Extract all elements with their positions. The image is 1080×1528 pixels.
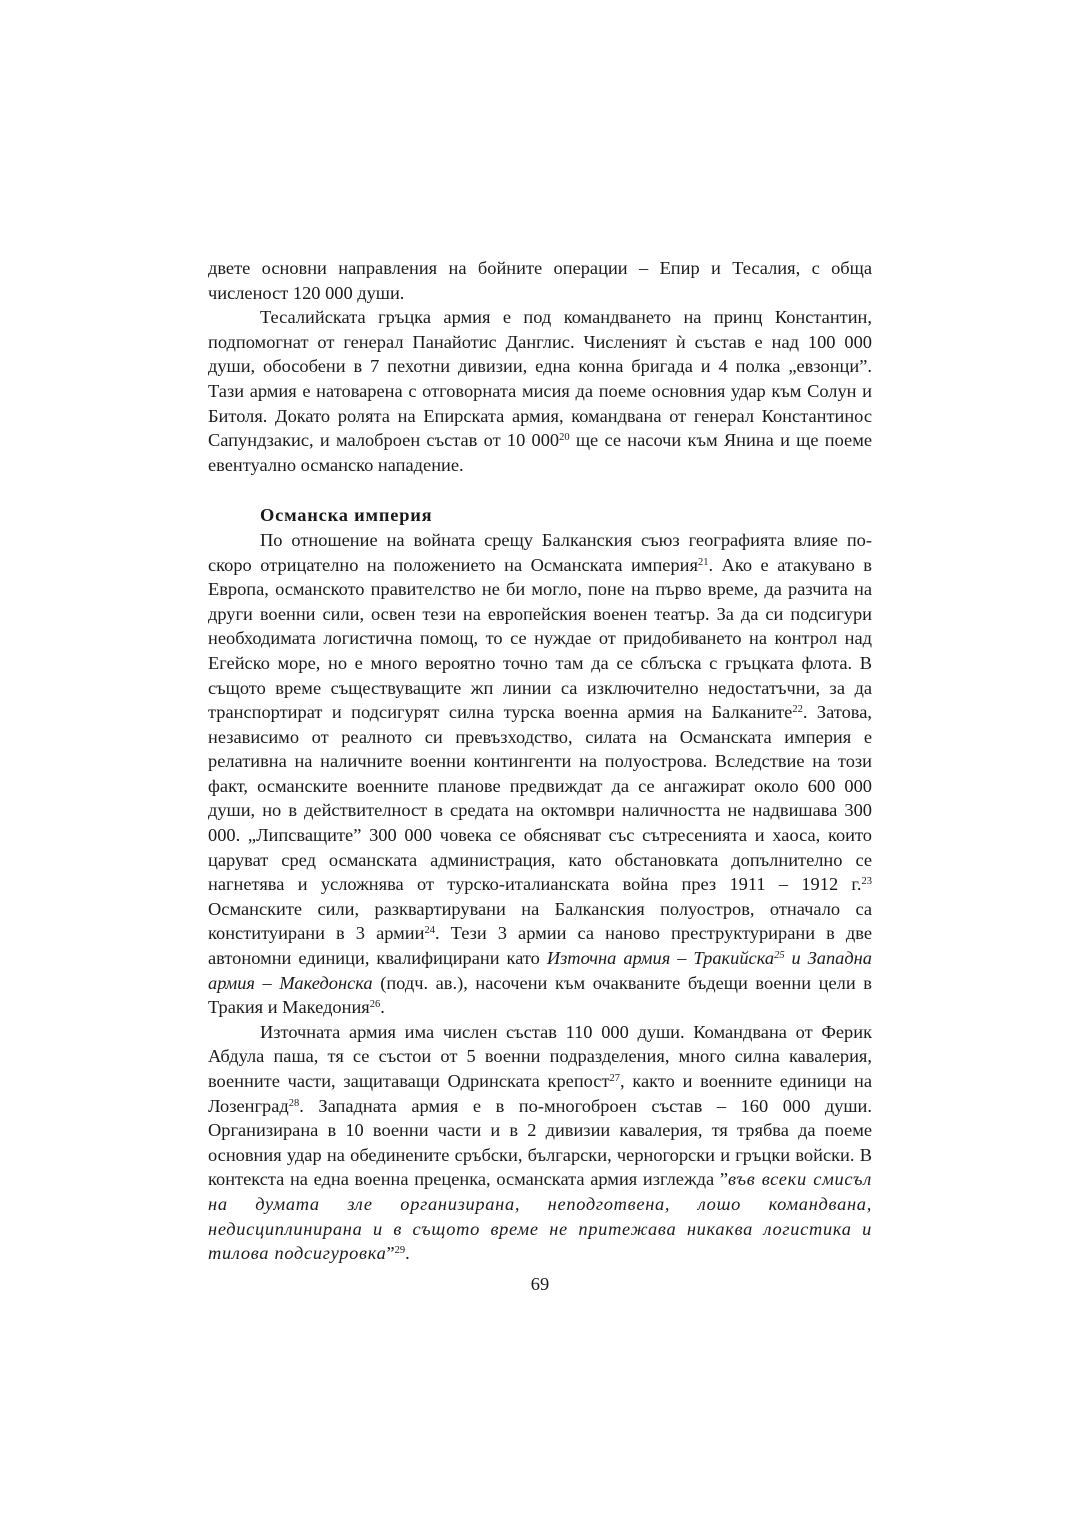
footnote-ref[interactable]: 27 (609, 1073, 621, 1084)
footnote-ref[interactable]: 22 (792, 704, 803, 716)
page-number: 69 (530, 1274, 550, 1294)
paragraph-eastern-western-armies: Източната армия има числен състав 110 000 души. Командвана от Ферик Абдула паша, тя се състои от 5 военни подразделения, много силна кавалерия, военните части, защитаващи Одринската крепост$^{27}$, както и военните единици на Лозенград$^{28}$. Западната армия е в по-многоброен състав – 160 000 души. Организирана в 10 военни части и в 2 дивизии кавалерия, тя трябва да поеме основния удар на обединените сръбски, български, черногорски и гръцки войски. В контекста на една военна преценка, османската армия изглежда ”във всеки смисъл на думата зле организирана, неподготвена, лошо командвана, недисциплинирана и в същото време не притежава никаква логистика и тилова подсигуровка”$^{29}$. (208, 1021, 872, 1264)
quotation: във всеки смисъл на думата зле организирана, неподготвена, лошо командвана, недисциплинирана и в същото време не притежава никаква логистика и тилова подсигуровка (208, 1169, 872, 1264)
emphasis-western-army: и Западна армия – Македонска (208, 948, 872, 993)
emphasis-eastern-army: Източна армия – Тракийска (546, 948, 775, 969)
paragraph-ottoman-geography: По отношение на войната срещу Балканския съюз географията влияе по-скоро отрицателно на положението на Османската империя$^{21}$. Ако е атакувано в Европа, османското правителство не би могло, поне на първо време, да разчита на други военни сили, освен тези на европейския военен театър. За да си подсигури необходимата логистична помощ, то се нуждае от придобиването на контрол над Егейско море, но е много вероятно точно там да се сблъска с гръцката флота. В същото време съществуващите жп линии са изключително недостатъчни, за да транспортират и подсигурят силна турска военна армия на Балканите$^{22}$. Затова, независимо от реалното си превъзходство, силата на Османската империя е релативна на наличните военни контингенти на полуострова. Вследствие на този факт, османските военните планове предвиждат да се ангажират около 600 000 души, но в действителност в средата на октомври наличността не надвишава 300 000. „Липсващите” 300 000 човека се обясняват със сътресенията и хаоса, които царуват сред османската администрация, като обстановката допълнително се нагнетява и усложнява от турско-италианската война през 1911 – 1912 г.$^{23}$ Османските сили, разквартирувани на Балканския полуостров, отначало са конституирани в 3 армии$^{24}$. Тези 3 армии са наново преструктурирани в две автономни единици, квалифицирани като Източна армия – Тракийска$^{25}$ и Западна армия – Македонска (подч. ав.), насочени към очакваните бъдещи военни цели в Тракия и Македония$^{26}$. (208, 529, 872, 1018)
footnote-ref[interactable]: 21 (697, 556, 709, 568)
page-body (208, 256, 872, 1266)
footnote-ref[interactable]: 23 (861, 876, 872, 888)
footnote-ref[interactable]: 20 (559, 432, 570, 444)
section-heading: Османска империя (260, 505, 433, 526)
footnote-ref[interactable]: 26 (369, 999, 381, 1011)
footnote-ref[interactable]: 24 (424, 925, 435, 937)
paragraph-thessaly-army: Тесалийската гръцка армия е под командването на принц Константин, подпомогнат от генерал Панайотис Данглис. Численият ѝ състав е над 100 000 души, обособени в 7 пехотни дивизии, една конна бригада и 4 полка „евзонци”. Тази армия е натоварена с отговорната мисия да поеме основния удар към Солун и Битоля. Докато ролята на Епирската армия, командвана от генерал Константинос Сапундзакис, и малоброен състав от 10 $000^{20}$ ще се насочи към Янина и ще поеме евентуално османско нападение. (208, 307, 872, 475)
footnote-ref[interactable]: 28 (288, 1097, 300, 1109)
footnote-ref[interactable]: 25 (774, 950, 785, 962)
footnote-ref[interactable]: 29 (394, 1245, 406, 1257)
paragraph-continuation: двете основни направления на бойните операции – Епир и Тесалия, с обща численост 120 000 души. (208, 258, 872, 303)
